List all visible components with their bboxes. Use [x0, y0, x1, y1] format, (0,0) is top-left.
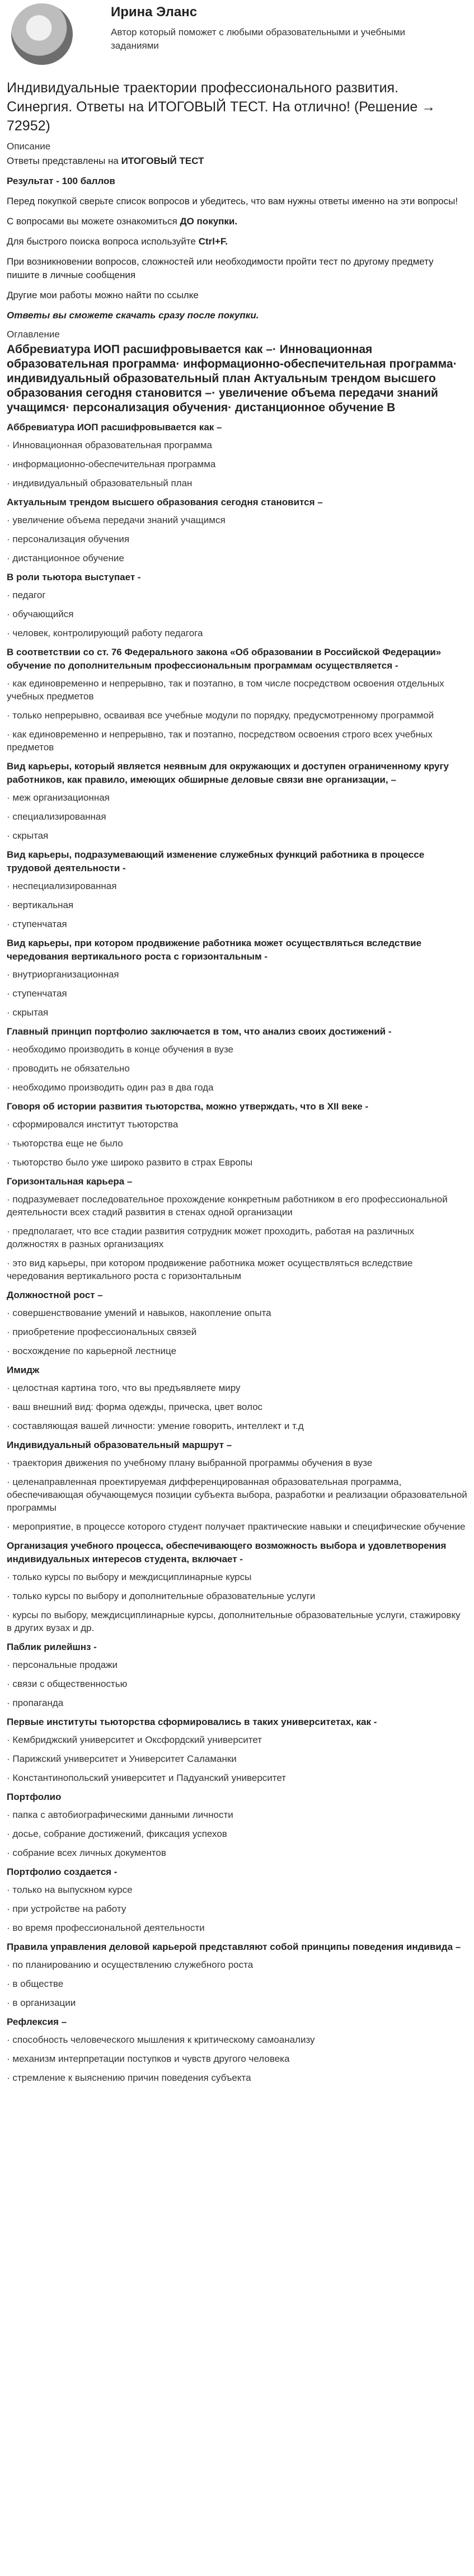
intro-search-line — [7, 235, 467, 248]
answer-option: · внутриорганизационная — [7, 968, 467, 981]
question-11: Должностной рост – — [7, 1290, 103, 1300]
answer-option: · скрытая — [7, 1006, 467, 1019]
answer-option: · сформировался институт тьюторства — [7, 1118, 467, 1131]
toc-label: Оглавление — [7, 329, 60, 340]
question-19: Правила управления деловой карьерой представляют собой принципы поведения индивида – — [7, 1942, 461, 1952]
answer-option: · по планированию и осуществлению служебного роста — [7, 1958, 467, 1971]
question-7: Вид карьеры, при котором продвижение работника может осуществляться вследствие чередования вертикального роста с горизонтальным - — [7, 938, 422, 962]
answer-option: · вертикальная — [7, 899, 467, 911]
answer-option: · курсы по выбору, междисциплинарные курсы, дополнительные образовательные услуги, стажировку в других вузах и др. — [7, 1609, 467, 1634]
answer-option: · ваш внешний вид: форма одежды, прическа, цвет волос — [7, 1400, 467, 1413]
intro-search-prefix: Для быстрого поиска вопроса используйте — [7, 236, 199, 247]
answer-option: · подразумевает последовательное прохождение конкретным работником в его профессиональной деятельности всех стадий развития в стенах одной организации — [7, 1193, 467, 1219]
question-17: Портфолио — [7, 1792, 62, 1802]
answer-option: · во время профессиональной деятельности — [7, 1921, 467, 1934]
answer-option: · составляющая вашей личности: умение говорить, интеллект и т.д — [7, 1419, 467, 1432]
answer-option: · связи с общественностью — [7, 1677, 467, 1690]
answer-option: · тьюторство было уже широко развито в страх Европы — [7, 1156, 467, 1169]
intro-check: Перед покупкой сверьте список вопросов и убедитесь, что вам нужны ответы именно на эти вопросы! — [7, 196, 458, 206]
answer-option: · как единовременно и непрерывно, так и поэтапно, посредством освоения строго всех учебных предметов — [7, 728, 467, 754]
question-8: Главный принцип портфолио заключается в том, что анализ своих достижений - — [7, 1026, 392, 1037]
answer-option: · предполагает, что все стадии развития сотрудник может проходить, работая на различных должностях в разных организациях — [7, 1225, 467, 1251]
answer-option: · неспециализированная — [7, 880, 467, 892]
answer-option: · ступенчатая — [7, 987, 467, 1000]
answer-option: · пропаганда — [7, 1696, 467, 1709]
question-5: Вид карьеры, который является неявным для окружающих и доступен ограниченному кругу работников, как правило, имеющих обширные деловые связи вне организации, – — [7, 761, 449, 785]
answer-option: · увеличение объема передачи знаний учащимся — [7, 514, 467, 527]
question-1: Аббревиатура ИОП расшифровывается как – — [7, 422, 222, 433]
question-16: Первые институты тьюторства сформировались в таких университетах, как - — [7, 1717, 377, 1727]
answer-option: · целостная картина того, что вы предъявляете миру — [7, 1381, 467, 1394]
answer-option: · ступенчатая — [7, 918, 467, 930]
page-title: Индивидуальные траектории профессионального развития. Синергия. Ответы на ИТОГОВЫЙ ТЕСТ. На отлично! (Решение → 72952) — [7, 80, 436, 134]
answer-option: · меж организационная — [7, 791, 467, 804]
intro-answers-bold: ИТОГОВЫЙ ТЕСТ — [121, 156, 204, 166]
answer-option: · совершенствование умений и навыков, накопление опыта — [7, 1306, 467, 1319]
answer-option: · педагог — [7, 589, 467, 601]
answer-option: · собрание всех личных документов — [7, 1846, 467, 1859]
answer-option: · это вид карьеры, при котором продвижение работника может осуществляться вследствие чередования вертикального роста с горизонтальным — [7, 1257, 467, 1282]
intro-search-bold: Ctrl+F. — [198, 236, 228, 247]
question-15: Паблик рилейшнз - — [7, 1642, 97, 1652]
author-info — [111, 3, 424, 53]
answer-option: · механизм интерпретации поступков и чувств другого человека — [7, 2052, 467, 2065]
answer-option: · при устройстве на работу — [7, 1902, 467, 1915]
answer-option: · Инновационная образовательная программа — [7, 439, 467, 452]
answer-option: · досье, собрание достижений, фиксация успехов — [7, 1827, 467, 1840]
intro-other-works[interactable]: Другие мои работы можно найти по ссылке — [7, 290, 199, 300]
answer-option: · восхождение по карьерной лестнице — [7, 1345, 467, 1357]
author-name[interactable]: Ирина Эланс — [111, 4, 198, 20]
intro-familiar-line — [7, 215, 467, 228]
answer-option: · информационно-обеспечительная программа — [7, 458, 467, 471]
answer-option: · дистанционное обучение — [7, 552, 467, 565]
intro-familiar-prefix: С вопросами вы можете ознакомиться — [7, 216, 180, 227]
intro-answers-prefix: Ответы представлены на — [7, 156, 121, 166]
answer-option: · стремление к выяснению причин поведения субъекта — [7, 2071, 467, 2084]
author-description: Автор который поможет с любыми образовательными и учебными заданиями — [111, 27, 406, 51]
answer-option: · персонализация обучения — [7, 533, 467, 546]
description-label: Описание — [7, 141, 51, 152]
answer-option: · способность человеческого мышления к критическому самоанализу — [7, 2033, 467, 2046]
question-18: Портфолио создается - — [7, 1867, 118, 1877]
answer-option: · персональные продажи — [7, 1658, 467, 1671]
answer-option: · только курсы по выбору и междисциплинарные курсы — [7, 1571, 467, 1583]
answer-option: · только на выпускном курсе — [7, 1883, 467, 1896]
question-20: Рефлексия – — [7, 2016, 67, 2027]
avatar[interactable] — [11, 3, 73, 65]
answer-option: · папка с автобиографическими данными личности — [7, 1808, 467, 1821]
intro-familiar-bold: ДО покупки. — [180, 216, 238, 227]
question-6: Вид карьеры, подразумевающий изменение служебных функций работника в процессе трудовой деятельности - — [7, 849, 425, 873]
question-12: Имидж — [7, 1365, 40, 1375]
question-list — [7, 421, 467, 2084]
answer-option: · скрытая — [7, 829, 467, 842]
question-13: Индивидуальный образовательный маршрут – — [7, 1440, 232, 1450]
toc-text: Аббревиатура ИОП расшифровывается как –· Инновационная образовательная программа· информационно-обеспечительная программа· индивидуальный образовательный план Актуальным трендом высшего образования сегодня становится –· увеличение объема передачи знаний учащимся· персонализация обучения· дистанционное обучение В — [7, 343, 457, 414]
answer-option: · необходимо производить один раз в два года — [7, 1081, 467, 1094]
answer-option: · как единовременно и непрерывно, так и поэтапно, в том числе посредством освоения отдельных учебных предметов — [7, 677, 467, 703]
intro-answers-line — [7, 154, 467, 168]
question-9: Говоря об истории развития тьюторства, можно утверждать, что в XII веке - — [7, 1101, 369, 1112]
author-header — [7, 0, 467, 68]
answer-option: · Кембриджский университет и Оксфордский университет — [7, 1733, 467, 1746]
answer-option: · Константинопольский университет и Падуанский университет — [7, 1771, 467, 1784]
answer-option: · траектория движения по учебному плану выбранной программы обучения в вузе — [7, 1456, 467, 1469]
question-10: Горизонтальная карьера – — [7, 1176, 133, 1187]
answer-option: · целенаправленная проектируемая дифференцированная образовательная программа, обеспечивающая обучающемуся позиции субъекта выбора, разработки и реализации образовательной программы — [7, 1475, 467, 1514]
answer-option: · обучающийся — [7, 608, 467, 621]
answer-option: · в организации — [7, 1996, 467, 2009]
intro-result: Результат - 100 баллов — [7, 176, 115, 186]
intro-contact: При возникновении вопросов, сложностей или необходимости пройти тест по другому предмету пишите в личные сообщения — [7, 256, 434, 280]
answer-option: · только непрерывно, осваивая все учебные модули по порядку, предусмотренному программой — [7, 709, 467, 722]
answer-option: · приобретение профессиональных связей — [7, 1325, 467, 1338]
answer-option: · в обществе — [7, 1977, 467, 1990]
answer-option: · специализированная — [7, 810, 467, 823]
answer-option: · Парижский университет и Университет Саламанки — [7, 1752, 467, 1765]
answer-option: · индивидуальный образовательный план — [7, 477, 467, 490]
question-14: Организация учебного процесса, обеспечивающего возможность выбора и удовлетворения индивидуальных интересов студента, включает - — [7, 1540, 447, 1564]
answer-option: · необходимо производить в конце обучения в вузе — [7, 1043, 467, 1056]
answer-option: · тьюторства еще не было — [7, 1137, 467, 1150]
question-4: В соответствии со ст. 76 Федерального закона «Об образовании в Российской Федерации» обучение по дополнительным профессиональным программам осуществляется - — [7, 647, 442, 671]
answer-option: · проводить не обязательно — [7, 1062, 467, 1075]
answer-option: · только курсы по выбору и дополнительные образовательные услуги — [7, 1590, 467, 1602]
question-2: Актуальным трендом высшего образования сегодня становится – — [7, 497, 323, 507]
intro-download: Ответы вы сможете скачать сразу после покупки. — [7, 310, 259, 321]
answer-option: · мероприятие, в процессе которого студент получает практические навыки и специфические обучение — [7, 1520, 467, 1533]
answer-option: · человек, контролирующий работу педагога — [7, 627, 467, 640]
question-3: В роли тьютора выступает - — [7, 572, 141, 582]
